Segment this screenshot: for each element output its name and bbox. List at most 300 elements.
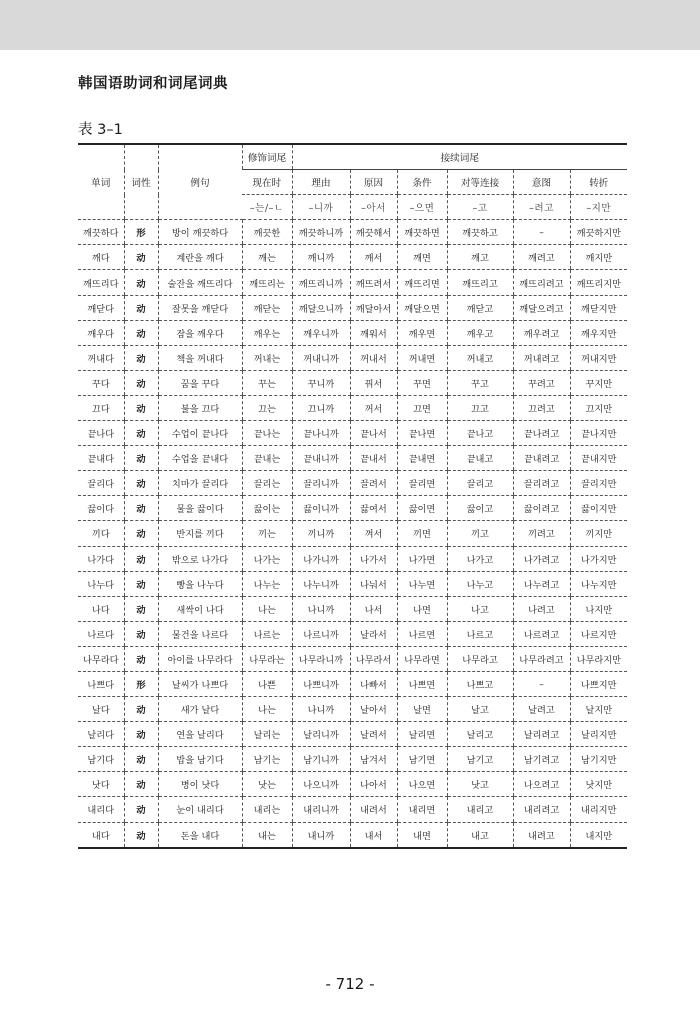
table-row — [78, 270, 627, 295]
table-row — [78, 722, 627, 747]
suffix-coordination: –고 — [447, 195, 513, 220]
pos-cell: 动 — [124, 621, 158, 646]
coordination-form-cell: 낫고 — [447, 772, 513, 797]
intention-form-cell: 날려고 — [513, 697, 570, 722]
word-cell: 끌리다 — [78, 471, 124, 496]
pos-cell: 动 — [124, 370, 158, 395]
present-form-cell: 끼는 — [242, 521, 292, 546]
pos-cell: 动 — [124, 295, 158, 320]
intention-form-cell: 나르려고 — [513, 621, 570, 646]
coordination-form-cell: 나쁘고 — [447, 671, 513, 696]
cause-form-cell: 껴서 — [350, 521, 397, 546]
intention-form-cell: 내리려고 — [513, 797, 570, 822]
coordination-form-cell: 끓이고 — [447, 496, 513, 521]
contrast-form-cell: 날지만 — [570, 697, 627, 722]
example-cell: 잘못을 깨닫다 — [158, 295, 242, 320]
table-header — [78, 144, 627, 220]
contrast-form-cell: 꺼내지만 — [570, 345, 627, 370]
table-body — [78, 220, 627, 848]
contrast-form-cell: 낫지만 — [570, 772, 627, 797]
condition-form-cell: 끌리면 — [397, 471, 447, 496]
table-row — [78, 320, 627, 345]
example-cell: 새가 날다 — [158, 697, 242, 722]
reason-form-cell: 끝내니까 — [292, 446, 350, 471]
table-row — [78, 697, 627, 722]
suffix-condition: –으면 — [397, 195, 447, 220]
header-connective-group: 接续词尾 — [292, 144, 627, 170]
example-cell: 반지를 끼다 — [158, 521, 242, 546]
cause-form-cell: 나아서 — [350, 772, 397, 797]
contrast-form-cell: 끌리지만 — [570, 471, 627, 496]
coordination-form-cell: 꺼내고 — [447, 345, 513, 370]
reason-form-cell: 나으니까 — [292, 772, 350, 797]
cause-form-cell: 끝내서 — [350, 446, 397, 471]
reason-form-cell: 깨달으니까 — [292, 295, 350, 320]
present-form-cell: 끓이는 — [242, 496, 292, 521]
contrast-form-cell: 깨우지만 — [570, 320, 627, 345]
cause-form-cell: 깨달아서 — [350, 295, 397, 320]
pos-cell: 动 — [124, 496, 158, 521]
suffix-contrast: –지만 — [570, 195, 627, 220]
present-form-cell: 끝나는 — [242, 421, 292, 446]
coordination-form-cell: 나르고 — [447, 621, 513, 646]
word-cell: 끝나다 — [78, 421, 124, 446]
word-cell: 꾸다 — [78, 370, 124, 395]
word-cell: 끄다 — [78, 395, 124, 420]
present-form-cell: 나가는 — [242, 546, 292, 571]
suffix-cause: –아서 — [350, 195, 397, 220]
word-cell: 날리다 — [78, 722, 124, 747]
coordination-form-cell: 깨닫고 — [447, 295, 513, 320]
coordination-form-cell: 끌리고 — [447, 471, 513, 496]
example-cell: 빵을 나누다 — [158, 571, 242, 596]
cause-form-cell: 끓여서 — [350, 496, 397, 521]
example-cell: 연을 날리다 — [158, 722, 242, 747]
condition-form-cell: 나면 — [397, 596, 447, 621]
contrast-form-cell: 깨닫지만 — [570, 295, 627, 320]
contrast-form-cell: 나누지만 — [570, 571, 627, 596]
contrast-form-cell: 깨지만 — [570, 245, 627, 270]
present-form-cell: 나누는 — [242, 571, 292, 596]
coordination-form-cell: 꾸고 — [447, 370, 513, 395]
table-row — [78, 220, 627, 245]
reason-form-cell: 끌리니까 — [292, 471, 350, 496]
contrast-form-cell: 깨끗하지만 — [570, 220, 627, 245]
coordination-form-cell: 끝나고 — [447, 421, 513, 446]
cause-form-cell: 날라서 — [350, 621, 397, 646]
cause-form-cell: 날아서 — [350, 697, 397, 722]
reason-form-cell: 끼니까 — [292, 521, 350, 546]
pos-cell: 动 — [124, 345, 158, 370]
intention-form-cell: 끄려고 — [513, 395, 570, 420]
present-form-cell: 깨우는 — [242, 320, 292, 345]
intention-form-cell: 끝나려고 — [513, 421, 570, 446]
pos-cell: 动 — [124, 320, 158, 345]
pos-cell: 动 — [124, 772, 158, 797]
condition-form-cell: 깨끗하면 — [397, 220, 447, 245]
coordination-form-cell: 깨뜨리고 — [447, 270, 513, 295]
pos-cell: 动 — [124, 245, 158, 270]
header-cause: 原因 — [350, 170, 397, 195]
reason-form-cell: 날리니까 — [292, 722, 350, 747]
condition-form-cell: 날리면 — [397, 722, 447, 747]
reason-form-cell: 깨끗하니까 — [292, 220, 350, 245]
table-row — [78, 496, 627, 521]
cause-form-cell: 끌려서 — [350, 471, 397, 496]
pos-cell: 形 — [124, 671, 158, 696]
header-present: 现在时 — [242, 170, 292, 195]
reason-form-cell: 나르니까 — [292, 621, 350, 646]
reason-form-cell: 나가니까 — [292, 546, 350, 571]
table-row — [78, 421, 627, 446]
table-title: 表 3–1 — [78, 122, 123, 138]
example-cell: 눈이 내리다 — [158, 797, 242, 822]
conjugation-table — [78, 143, 627, 849]
condition-form-cell: 내리면 — [397, 797, 447, 822]
contrast-form-cell: 끄지만 — [570, 395, 627, 420]
table-row — [78, 370, 627, 395]
intention-form-cell: 꺼내려고 — [513, 345, 570, 370]
cause-form-cell: 깨워서 — [350, 320, 397, 345]
reason-form-cell: 깨우니까 — [292, 320, 350, 345]
table-row — [78, 646, 627, 671]
reason-form-cell: 내니까 — [292, 822, 350, 848]
example-cell: 책을 꺼내다 — [158, 345, 242, 370]
condition-form-cell: 끝나면 — [397, 421, 447, 446]
coordination-form-cell: 나가고 — [447, 546, 513, 571]
reason-form-cell: 남기니까 — [292, 747, 350, 772]
condition-form-cell: 꾸면 — [397, 370, 447, 395]
present-form-cell: 깨뜨리는 — [242, 270, 292, 295]
word-cell: 나르다 — [78, 621, 124, 646]
header-example: 例句 — [158, 144, 242, 220]
condition-form-cell: 나가면 — [397, 546, 447, 571]
present-form-cell: 남기는 — [242, 747, 292, 772]
coordination-form-cell: 나누고 — [447, 571, 513, 596]
coordination-form-cell: 내고 — [447, 822, 513, 848]
intention-form-cell: 내려고 — [513, 822, 570, 848]
example-cell: 아이를 나무라다 — [158, 646, 242, 671]
cause-form-cell: 깨뜨려서 — [350, 270, 397, 295]
present-form-cell: 내는 — [242, 822, 292, 848]
contrast-form-cell: 나무라지만 — [570, 646, 627, 671]
condition-form-cell: 날면 — [397, 697, 447, 722]
condition-form-cell: 나르면 — [397, 621, 447, 646]
word-cell: 내리다 — [78, 797, 124, 822]
present-form-cell: 내리는 — [242, 797, 292, 822]
table-row — [78, 797, 627, 822]
table-row — [78, 747, 627, 772]
coordination-form-cell: 날리고 — [447, 722, 513, 747]
present-form-cell: 나는 — [242, 697, 292, 722]
pos-cell: 动 — [124, 421, 158, 446]
reason-form-cell: 내리니까 — [292, 797, 350, 822]
contrast-form-cell: 나지만 — [570, 596, 627, 621]
pos-cell: 动 — [124, 395, 158, 420]
contrast-form-cell: 날리지만 — [570, 722, 627, 747]
intention-form-cell: 끓이려고 — [513, 496, 570, 521]
word-cell: 나다 — [78, 596, 124, 621]
table-row — [78, 471, 627, 496]
contrast-form-cell: 내지만 — [570, 822, 627, 848]
contrast-form-cell: 나쁘지만 — [570, 671, 627, 696]
header-pos: 词性 — [124, 144, 158, 220]
reason-form-cell: 꺼내니까 — [292, 345, 350, 370]
contrast-form-cell: 깨뜨리지만 — [570, 270, 627, 295]
pos-cell: 动 — [124, 446, 158, 471]
pos-cell: 形 — [124, 220, 158, 245]
pos-cell: 动 — [124, 822, 158, 848]
present-form-cell: 깨닫는 — [242, 295, 292, 320]
coordination-form-cell: 끄고 — [447, 395, 513, 420]
reason-form-cell: 끄니까 — [292, 395, 350, 420]
table-row — [78, 245, 627, 270]
cause-form-cell: 나가서 — [350, 546, 397, 571]
table-row — [78, 395, 627, 420]
reason-form-cell: 꾸니까 — [292, 370, 350, 395]
table-row — [78, 822, 627, 848]
header-contrast: 转折 — [570, 170, 627, 195]
intention-form-cell: 날리려고 — [513, 722, 570, 747]
present-form-cell: 낫는 — [242, 772, 292, 797]
contrast-form-cell: 나가지만 — [570, 546, 627, 571]
intention-form-cell: 나려고 — [513, 596, 570, 621]
example-cell: 밥을 남기다 — [158, 747, 242, 772]
suffix-present: –는/–ㄴ — [242, 195, 292, 220]
table-row — [78, 521, 627, 546]
condition-form-cell: 내면 — [397, 822, 447, 848]
present-form-cell: 나르는 — [242, 621, 292, 646]
cause-form-cell: 깨끗해서 — [350, 220, 397, 245]
present-form-cell: 날리는 — [242, 722, 292, 747]
word-cell: 깨끗하다 — [78, 220, 124, 245]
pos-cell: 动 — [124, 646, 158, 671]
intention-form-cell: – — [513, 671, 570, 696]
example-cell: 불을 끄다 — [158, 395, 242, 420]
condition-form-cell: 깨우면 — [397, 320, 447, 345]
example-cell: 돈을 내다 — [158, 822, 242, 848]
table-row — [78, 671, 627, 696]
intention-form-cell: 깨려고 — [513, 245, 570, 270]
intention-form-cell: 나누려고 — [513, 571, 570, 596]
condition-form-cell: 나쁘면 — [397, 671, 447, 696]
coordination-form-cell: 끝내고 — [447, 446, 513, 471]
book-title: 韩国语助词和词尾词典 — [78, 76, 228, 92]
table-row — [78, 621, 627, 646]
coordination-form-cell: 깨고 — [447, 245, 513, 270]
condition-form-cell: 끼면 — [397, 521, 447, 546]
intention-form-cell: 나가려고 — [513, 546, 570, 571]
condition-form-cell: 깨면 — [397, 245, 447, 270]
present-form-cell: 깨는 — [242, 245, 292, 270]
intention-form-cell: 끼려고 — [513, 521, 570, 546]
intention-form-cell: 깨달으려고 — [513, 295, 570, 320]
coordination-form-cell: 깨우고 — [447, 320, 513, 345]
suffix-reason: –니까 — [292, 195, 350, 220]
example-cell: 병이 낫다 — [158, 772, 242, 797]
present-form-cell: 나쁜 — [242, 671, 292, 696]
coordination-form-cell: 나무라고 — [447, 646, 513, 671]
reason-form-cell: 나쁘니까 — [292, 671, 350, 696]
condition-form-cell: 나무라면 — [397, 646, 447, 671]
cause-form-cell: 나빠서 — [350, 671, 397, 696]
table-row — [78, 295, 627, 320]
table-row — [78, 546, 627, 571]
example-cell: 계란을 깨다 — [158, 245, 242, 270]
coordination-form-cell: 끼고 — [447, 521, 513, 546]
present-form-cell: 깨끗한 — [242, 220, 292, 245]
contrast-form-cell: 남기지만 — [570, 747, 627, 772]
table-row — [78, 345, 627, 370]
reason-form-cell: 끝나니까 — [292, 421, 350, 446]
intention-form-cell: – — [513, 220, 570, 245]
word-cell: 남기다 — [78, 747, 124, 772]
condition-form-cell: 나으면 — [397, 772, 447, 797]
reason-form-cell: 끓이니까 — [292, 496, 350, 521]
pos-cell: 动 — [124, 797, 158, 822]
condition-form-cell: 끝내면 — [397, 446, 447, 471]
word-cell: 깨다 — [78, 245, 124, 270]
word-cell: 끝내다 — [78, 446, 124, 471]
coordination-form-cell: 내리고 — [447, 797, 513, 822]
condition-form-cell: 깨뜨리면 — [397, 270, 447, 295]
cause-form-cell: 꿔서 — [350, 370, 397, 395]
example-cell: 꿈을 꾸다 — [158, 370, 242, 395]
contrast-form-cell: 끝나지만 — [570, 421, 627, 446]
pos-cell: 动 — [124, 697, 158, 722]
contrast-form-cell: 끼지만 — [570, 521, 627, 546]
header-intention: 意图 — [513, 170, 570, 195]
pos-cell: 动 — [124, 596, 158, 621]
example-cell: 치마가 끌리다 — [158, 471, 242, 496]
word-cell: 날다 — [78, 697, 124, 722]
condition-form-cell: 남기면 — [397, 747, 447, 772]
top-gray-band — [0, 0, 700, 50]
table-row — [78, 596, 627, 621]
word-cell: 깨뜨리다 — [78, 270, 124, 295]
pos-cell: 动 — [124, 471, 158, 496]
word-cell: 나누다 — [78, 571, 124, 596]
example-cell: 수업이 끝나다 — [158, 421, 242, 446]
cause-form-cell: 끝나서 — [350, 421, 397, 446]
table-row — [78, 446, 627, 471]
cause-form-cell: 나눠서 — [350, 571, 397, 596]
reason-form-cell: 나무라니까 — [292, 646, 350, 671]
word-cell: 내다 — [91, 830, 110, 842]
pos-cell: 动 — [124, 546, 158, 571]
page-number: - 712 - — [325, 975, 375, 993]
coordination-form-cell: 나고 — [447, 596, 513, 621]
word-cell: 나쁘다 — [78, 671, 124, 696]
table-row — [78, 571, 627, 596]
intention-form-cell: 나으려고 — [513, 772, 570, 797]
example-cell: 밖으로 나가다 — [158, 546, 242, 571]
header-coordination: 对等连接 — [447, 170, 513, 195]
cause-form-cell: 남겨서 — [350, 747, 397, 772]
example-cell: 물을 끓이다 — [158, 496, 242, 521]
cause-form-cell: 나무라서 — [350, 646, 397, 671]
reason-form-cell: 깨뜨리니까 — [292, 270, 350, 295]
example-cell: 방이 깨끗하다 — [158, 220, 242, 245]
pos-cell: 动 — [124, 722, 158, 747]
example-cell: 술잔을 깨뜨리다 — [158, 270, 242, 295]
contrast-form-cell: 나르지만 — [570, 621, 627, 646]
reason-form-cell: 나니까 — [292, 697, 350, 722]
intention-form-cell: 끌리려고 — [513, 471, 570, 496]
example-cell: 물건을 나르다 — [158, 621, 242, 646]
condition-form-cell: 깨달으면 — [397, 295, 447, 320]
present-form-cell: 꺼내는 — [242, 345, 292, 370]
condition-form-cell: 끄면 — [397, 395, 447, 420]
suffix-intention: –려고 — [513, 195, 570, 220]
pos-cell: 动 — [124, 521, 158, 546]
header-reason: 理由 — [292, 170, 350, 195]
present-form-cell: 끝내는 — [242, 446, 292, 471]
cause-form-cell: 꺼서 — [350, 395, 397, 420]
example-cell: 잠을 깨우다 — [158, 320, 242, 345]
contrast-form-cell: 끝내지만 — [570, 446, 627, 471]
cause-form-cell: 날려서 — [350, 722, 397, 747]
contrast-form-cell: 내리지만 — [570, 797, 627, 822]
coordination-form-cell: 남기고 — [447, 747, 513, 772]
intention-form-cell: 깨뜨리려고 — [513, 270, 570, 295]
present-form-cell: 끄는 — [242, 395, 292, 420]
present-form-cell: 나는 — [242, 596, 292, 621]
cause-form-cell: 깨서 — [350, 245, 397, 270]
header-word: 单词 — [78, 144, 124, 220]
example-cell: 수업을 끝내다 — [158, 446, 242, 471]
present-form-cell: 꾸는 — [242, 370, 292, 395]
intention-form-cell: 나무라려고 — [513, 646, 570, 671]
condition-form-cell: 끓이면 — [397, 496, 447, 521]
condition-form-cell: 나누면 — [397, 571, 447, 596]
pos-cell: 动 — [124, 747, 158, 772]
header-condition: 条件 — [397, 170, 447, 195]
contrast-form-cell: 꾸지만 — [570, 370, 627, 395]
condition-form-cell: 꺼내면 — [397, 345, 447, 370]
cause-form-cell: 내려서 — [350, 797, 397, 822]
word-cell: 꺼내다 — [78, 345, 124, 370]
intention-form-cell: 깨우려고 — [513, 320, 570, 345]
word-cell: 나가다 — [78, 546, 124, 571]
coordination-form-cell: 깨끗하고 — [447, 220, 513, 245]
coordination-form-cell: 날고 — [447, 697, 513, 722]
present-form-cell: 나무라는 — [242, 646, 292, 671]
reason-form-cell: 나누니까 — [292, 571, 350, 596]
intention-form-cell: 끝내려고 — [513, 446, 570, 471]
pos-cell: 动 — [124, 571, 158, 596]
cause-form-cell: 나서 — [350, 596, 397, 621]
intention-form-cell: 꾸려고 — [513, 370, 570, 395]
conjugation-table-wrapper — [78, 143, 627, 849]
cause-form-cell: 내서 — [350, 822, 397, 848]
cause-form-cell: 꺼내서 — [350, 345, 397, 370]
word-cell: 끓이다 — [78, 496, 124, 521]
present-form-cell: 끌리는 — [242, 471, 292, 496]
example-cell: 새싹이 나다 — [158, 596, 242, 621]
table-row — [78, 772, 627, 797]
reason-form-cell: 나니까 — [292, 596, 350, 621]
example-cell: 날씨가 나쁘다 — [158, 671, 242, 696]
word-cell: 나무라다 — [78, 646, 124, 671]
contrast-form-cell: 끓이지만 — [570, 496, 627, 521]
header-modifier-group: 修饰词尾 — [242, 144, 292, 170]
word-cell: 깨우다 — [78, 320, 124, 345]
word-cell: 낫다 — [78, 772, 124, 797]
reason-form-cell: 깨니까 — [292, 245, 350, 270]
intention-form-cell: 남기려고 — [513, 747, 570, 772]
pos-cell: 动 — [124, 270, 158, 295]
